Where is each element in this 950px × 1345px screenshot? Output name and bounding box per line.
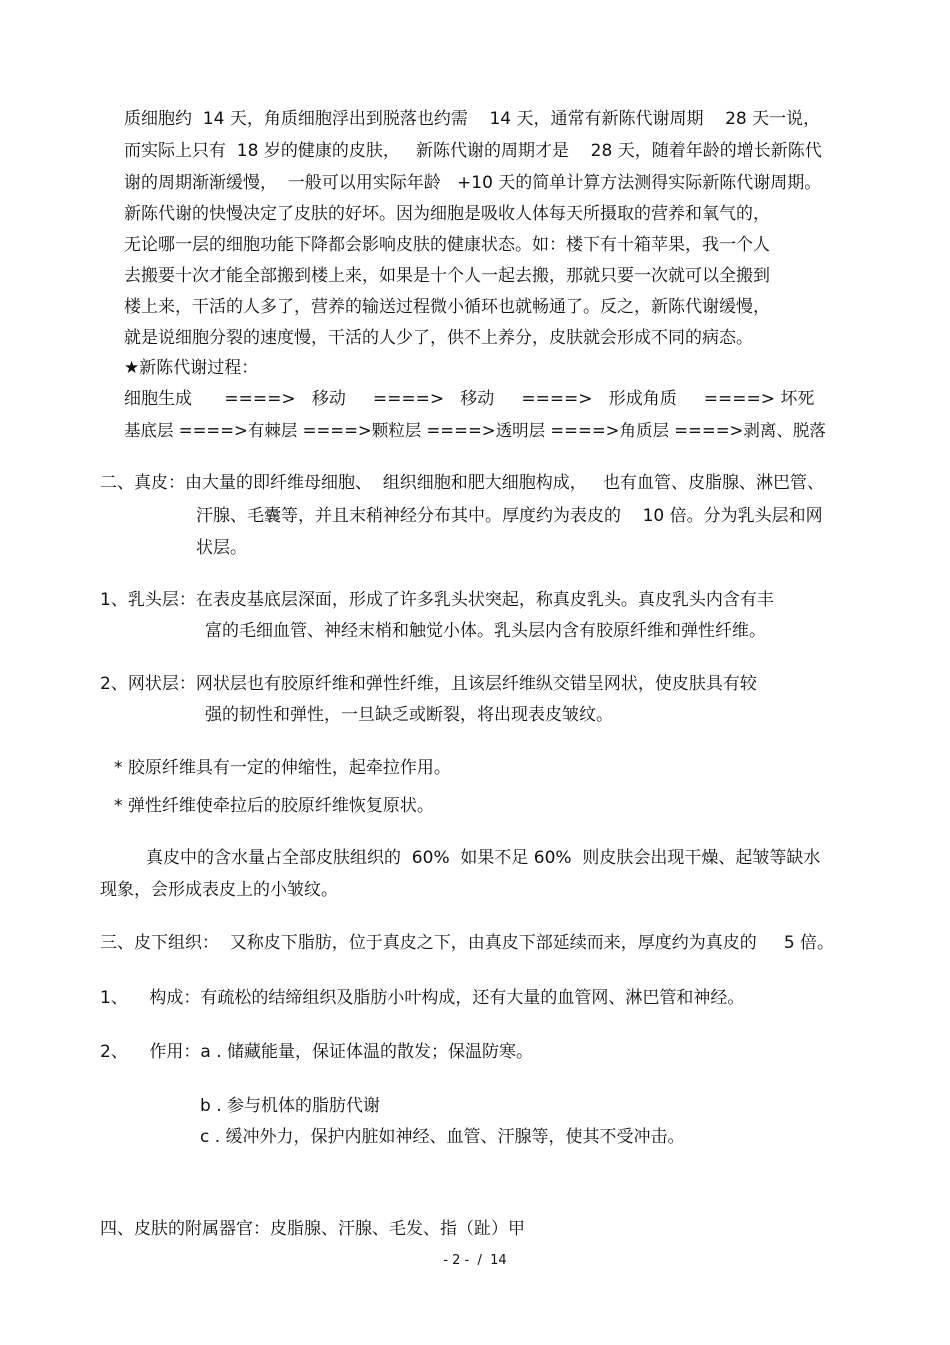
body-text-line: 去搬要十次才能全部搬到楼上来，如果是十个人一起去搬，那就只要一次就可以全搬到	[124, 266, 770, 286]
body-text-line: 状层。	[196, 538, 247, 558]
process-title: ★新陈代谢过程：	[124, 358, 259, 378]
subcutis-function-c: c . 缓冲外力，保护内脏如神经、血管、汗腺等，使其不受冲击。	[200, 1127, 685, 1147]
subcutis-function-a: 2、 作用：a . 储藏能量，保证体温的散发；保温防寒。	[100, 1042, 534, 1062]
page-number: - 2 - / 14	[443, 1253, 507, 1268]
body-text-line: 真皮中的含水量占全部皮肤组织的 60% 如果不足 60% 则皮肤会出现干燥、起皱等缺水	[146, 848, 821, 868]
body-text-line: 而实际上只有 18 岁的健康的皮肤， 新陈代谢的周期才是 28 天，随着年龄的增长新陈代	[124, 141, 822, 161]
body-text-line: 强的韧性和弹性，一旦缺乏或断裂，将出现表皮皱纹。	[205, 705, 613, 725]
note-elastic: * 弹性纤维使牵拉后的胶原纤维恢复原状。	[114, 796, 434, 816]
subcutis-composition: 1、 构成：有疏松的结缔组织及脂肪小叶构成，还有大量的血管网、淋巴管和神经。	[100, 988, 745, 1008]
body-text-line: 现象，会形成表皮上的小皱纹。	[100, 880, 338, 900]
subcutis-function-b: b . 参与机体的脂肪代谢	[200, 1096, 381, 1116]
body-text-line: 无论哪一层的细胞功能下降都会影响皮肤的健康状态。如：楼下有十箱苹果，我一个人	[124, 235, 770, 255]
note-collagen: * 胶原纤维具有一定的伸缩性，起牵拉作用。	[114, 758, 451, 778]
body-text-line: 谢的周期渐渐缓慢， 一般可以用实际年龄 +10 天的简单计算方法测得实际新陈代谢周期。	[124, 173, 822, 193]
body-text-line: 新陈代谢的快慢决定了皮肤的好坏。因为细胞是吸收人体每天所摄取的营养和氧气的，	[124, 204, 770, 224]
section-heading-appendages: 四、皮肤的附属器官：皮脂腺、汗腺、毛发、指（趾）甲	[100, 1219, 525, 1239]
subsection-reticular-layer: 2、网状层：网状层也有胶原纤维和弹性纤维，且该层纤维纵交错呈网状，使皮肤具有较	[100, 674, 757, 694]
process-flow-layers: 基底层 ====>有棘层 ====>颗粒层 ====>透明层 ====>角质层 ====>剥离、脱落	[124, 421, 826, 440]
process-flow-cells: 细胞生成 ====> 移动 ====> 移动 ====> 形成角质 ====> 坏死	[124, 389, 815, 409]
body-text-line: 质细胞约 14 天，角质细胞浮出到脱落也约需 14 天，通常有新陈代谢周期 28 天一说，	[124, 109, 821, 129]
body-text-line: 就是说细胞分裂的速度慢，干活的人少了，供不上养分，皮肤就会形成不同的病态。	[124, 328, 753, 348]
body-text-line: 汗腺、毛囊等，并且末稍神经分布其中。厚度约为表皮的 10 倍。分为乳头层和网	[196, 506, 823, 526]
section-heading-subcutis: 三、皮下组织： 又称皮下脂肪，位于真皮之下，由真皮下部延续而来，厚度约为真皮的 5 倍。	[100, 933, 835, 953]
body-text-line: 富的毛细血管、神经末梢和触觉小体。乳头层内含有胶原纤维和弹性纤维。	[205, 621, 766, 641]
body-text-line: 楼上来，干活的人多了，营养的输送过程微小循环也就畅通了。反之，新陈代谢缓慢，	[124, 297, 770, 317]
section-heading-dermis: 二、真皮：由大量的即纤维母细胞、 组织细胞和肥大细胞构成， 也有血管、皮脂腺、淋巴管、	[100, 473, 825, 493]
subsection-papillary-layer: 1、乳头层：在表皮基底层深面，形成了许多乳头状突起，称真皮乳头。真皮乳头内含有丰	[100, 590, 774, 610]
